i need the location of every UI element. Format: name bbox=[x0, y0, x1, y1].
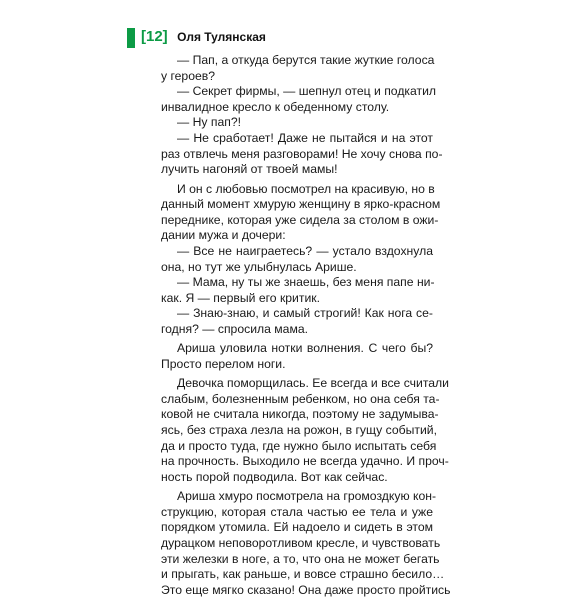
text-line: переднике, которая уже сидела за столом в ожи- bbox=[161, 212, 439, 227]
text-line: эти железки в ноге, а то, что она не может бегать bbox=[161, 551, 440, 566]
text-line: Ариша уловила нотки волнения. С чего бы? bbox=[177, 341, 433, 356]
paragraph bbox=[161, 489, 451, 598]
paragraph bbox=[161, 244, 433, 275]
paragraph bbox=[161, 53, 433, 84]
text-line: — Пап, а откуда берутся такие жуткие голоса bbox=[177, 53, 435, 67]
text-line: И он с любовью посмотрел на красивую, но в bbox=[177, 181, 435, 196]
text-line: раз отвлечь меня разговорами! Не хочу снова по- bbox=[161, 146, 443, 161]
paragraph bbox=[161, 84, 437, 115]
text-line: дании мужа и дочери: bbox=[161, 228, 286, 243]
text-line: Это еще мягко сказано! Она даже просто пройтись bbox=[161, 582, 451, 597]
text-line: порядком утомила. Ей надоело и сидеть в этом bbox=[161, 520, 433, 535]
text-line: ясь, без страха лезла на рожон, в гущу событий, bbox=[161, 423, 437, 438]
text-line: дурацком неповоротливом кресле, и чувствовать bbox=[161, 536, 441, 550]
paragraph bbox=[161, 130, 443, 178]
text-line: — Не сработает! Даже не пытайся и на этот bbox=[177, 130, 433, 145]
paragraph bbox=[161, 115, 433, 131]
text-line: — Ну пап?! bbox=[177, 115, 241, 130]
text-line: Просто перелом ноги. bbox=[161, 356, 286, 371]
author-name: Оля Тулянская bbox=[177, 30, 266, 44]
text-line: Ариша хмуро посмотрела на громоздкую кон- bbox=[177, 489, 437, 504]
text-line: лучить нагоняй от твоей мамы! bbox=[161, 162, 338, 177]
text-line: годня? — спросила мама. bbox=[161, 321, 308, 336]
paragraph bbox=[161, 306, 433, 337]
text-line: слабым, болезненным ребенком, но она себя та- bbox=[161, 391, 440, 406]
text-line: она, но тут же улыбнулась Арише. bbox=[161, 259, 357, 274]
text-line: — Знаю-знаю, и самый строгий! Как нога се- bbox=[177, 306, 433, 321]
page-number: [12] bbox=[141, 28, 168, 45]
page-marker-bar bbox=[127, 28, 135, 48]
paragraph bbox=[161, 341, 433, 372]
text-line: да и просто туда, где нужно было испытать себя bbox=[161, 438, 437, 453]
text-line: струкцию, которая стала частью ее тела и уже bbox=[161, 504, 433, 519]
paragraph bbox=[161, 181, 441, 244]
text-line: — Мама, ну ты же знаешь, без меня папе ни- bbox=[177, 275, 435, 290]
text-line: у героев? bbox=[161, 68, 216, 83]
paragraph bbox=[161, 275, 433, 306]
text-line: инвалидное кресло к обеденному столу. bbox=[161, 99, 390, 114]
text-line: данный момент хмурую женщину в ярко-красном bbox=[161, 197, 441, 212]
text-line: на прочность. Выходило не всегда удачно. И проч- bbox=[161, 454, 449, 469]
body-text bbox=[161, 53, 451, 598]
text-line: — Секрет фирмы, — шепнул отец и подкатил bbox=[177, 84, 437, 99]
text-line: и прыгать, как раньше, и вовсе страшно бесило… bbox=[161, 567, 445, 582]
text-line: ковой не считала никогда, поэтому не задумыва- bbox=[161, 407, 439, 422]
text-line: ность порой подводила. Вот как сейчас. bbox=[161, 469, 388, 484]
text-line: Девочка поморщилась. Ее всегда и все считали bbox=[177, 376, 449, 391]
paragraph bbox=[161, 376, 449, 485]
text-line: — Все не наиграетесь? — устало вздохнула bbox=[177, 243, 433, 258]
text-line: как. Я — первый его критик. bbox=[161, 290, 320, 305]
running-head bbox=[141, 26, 266, 48]
